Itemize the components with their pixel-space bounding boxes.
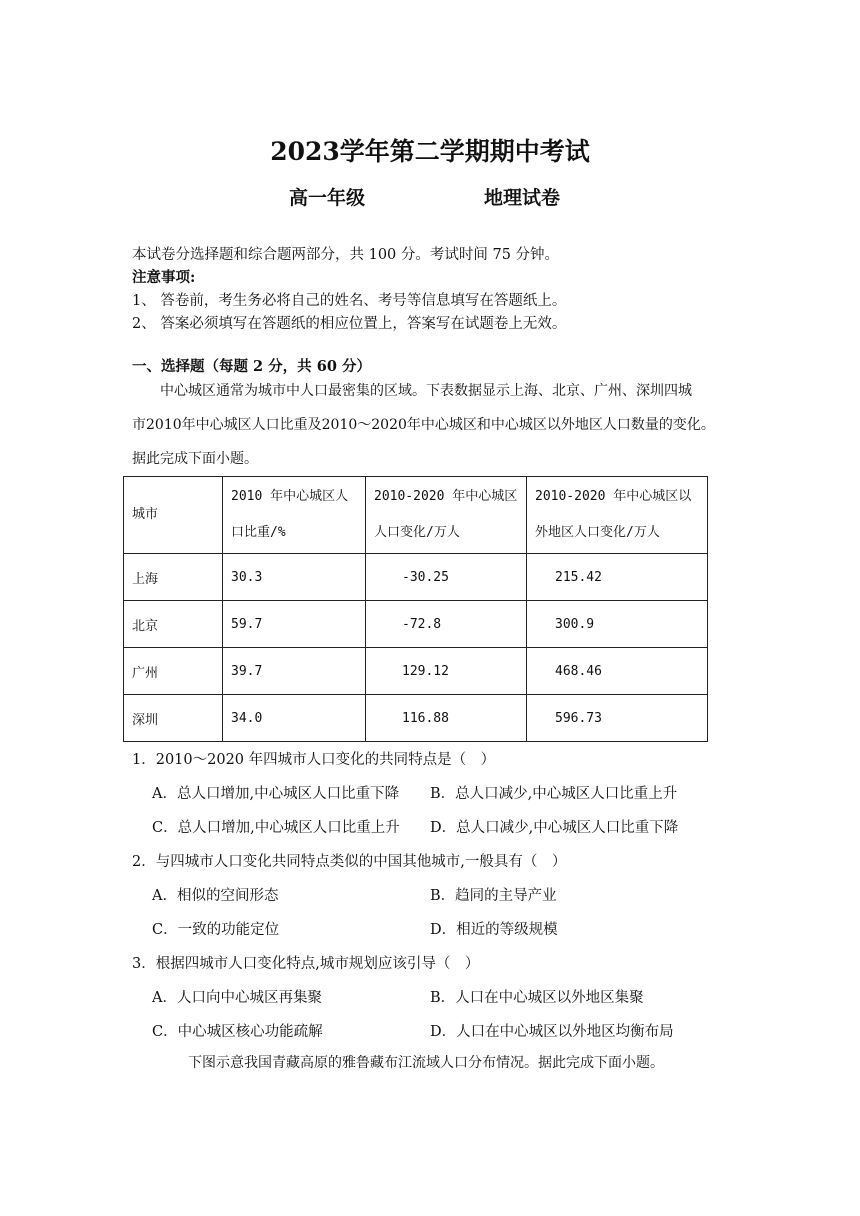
question-2-option-a[interactable]: A．相似的空间形态 [152,888,279,904]
note-2: 2、 答案必须填写在答题纸的相应位置上，答案写在试题卷上无效。 [132,316,567,332]
outer-change-cell: 596.73 [527,695,708,742]
central-change-cell: 129.12 [366,648,527,695]
notes-heading: 注意事项: [132,269,196,286]
question-1-option-d[interactable]: D．总人口减少,中心城区人口比重下降 [430,820,679,836]
question-2-option-c[interactable]: C．一致的功能定位 [152,922,280,938]
exam-title: 2023学年第二学期期中考试 [270,137,590,166]
central-change-cell: -30.25 [366,554,527,601]
city-cell: 上海 [124,554,223,601]
table-header-cell: 2010-2020 年中心城区 人口变化/万人 [366,477,527,554]
question-2-stem: 2．与四城市人口变化共同特点类似的中国其他城市,一般具有（ ） [132,854,567,870]
table-header-cell: 2010-2020 年中心城区以 外地区人口变化/万人 [527,477,708,554]
central-change-cell: -72.8 [366,601,527,648]
central-change-cell: 116.88 [366,695,527,742]
question-2-option-b[interactable]: B．趋同的主导产业 [430,888,557,904]
table-header-row [124,477,708,554]
question-2-option-d[interactable]: D．相近的等级规模 [430,922,558,938]
section-heading: 一、选择题（每题 2 分，共 60 分） [132,358,371,375]
population-table [123,476,708,742]
share-cell: 34.0 [223,695,366,742]
question-1-option-a[interactable]: A．总人口增加,中心城区人口比重下降 [152,786,400,802]
question-1-stem: 1．2010～2020 年四城市人口变化的共同特点是（ ） [132,752,496,768]
exam-subtitle [0,183,860,209]
city-cell: 北京 [124,601,223,648]
outer-change-cell: 215.42 [527,554,708,601]
question-3-option-d[interactable]: D．人口在中心城区以外地区均衡布局 [430,1024,674,1040]
question-1-option-c[interactable]: C．总人口增加,中心城区人口比重上升 [152,820,400,836]
passage-line-2: 市2010年中心城区人口比重及2010～2020年中心城区和中心城区以外地区人口数量的变化。 [132,417,715,433]
question-1-option-b[interactable]: B．总人口减少,中心城区人口比重上升 [430,786,678,802]
share-cell: 30.3 [223,554,366,601]
table-header-cell: 城市 [124,477,223,554]
outer-change-cell: 468.46 [527,648,708,695]
table-header-cell: 2010 年中心城区人 口比重/% [223,477,366,554]
next-passage: 下图示意我国青藏高原的雅鲁藏布江流域人口分布情况。据此完成下面小题。 [188,1055,664,1071]
table-row [124,554,708,601]
note-1: 1、 答卷前，考生务必将自己的姓名、考号等信息填写在答题纸上。 [132,293,567,309]
exam-info: 本试卷分选择题和综合题两部分，共 100 分。考试时间 75 分钟。 [132,247,560,263]
subject-label: 地理试卷 [484,187,561,209]
outer-change-cell: 300.9 [527,601,708,648]
question-3-option-b[interactable]: B．人口在中心城区以外地区集聚 [430,990,644,1006]
question-3-option-a[interactable]: A．人口向中心城区再集聚 [152,990,322,1006]
table-row [124,695,708,742]
city-cell: 广州 [124,648,223,695]
table-row [124,601,708,648]
share-cell: 59.7 [223,601,366,648]
passage-line-1: 中心城区通常为城市中人口最密集的区域。下表数据显示上海、北京、广州、深圳四城 [160,383,692,399]
question-3-stem: 3．根据四城市人口变化特点,城市规划应该引导（ ） [132,956,480,972]
passage-line-3: 据此完成下面小题。 [132,451,258,467]
city-cell: 深圳 [124,695,223,742]
question-3-option-c[interactable]: C．中心城区核心功能疏解 [152,1024,323,1040]
grade-label: 高一年级 [289,187,366,209]
share-cell: 39.7 [223,648,366,695]
table-row [124,648,708,695]
